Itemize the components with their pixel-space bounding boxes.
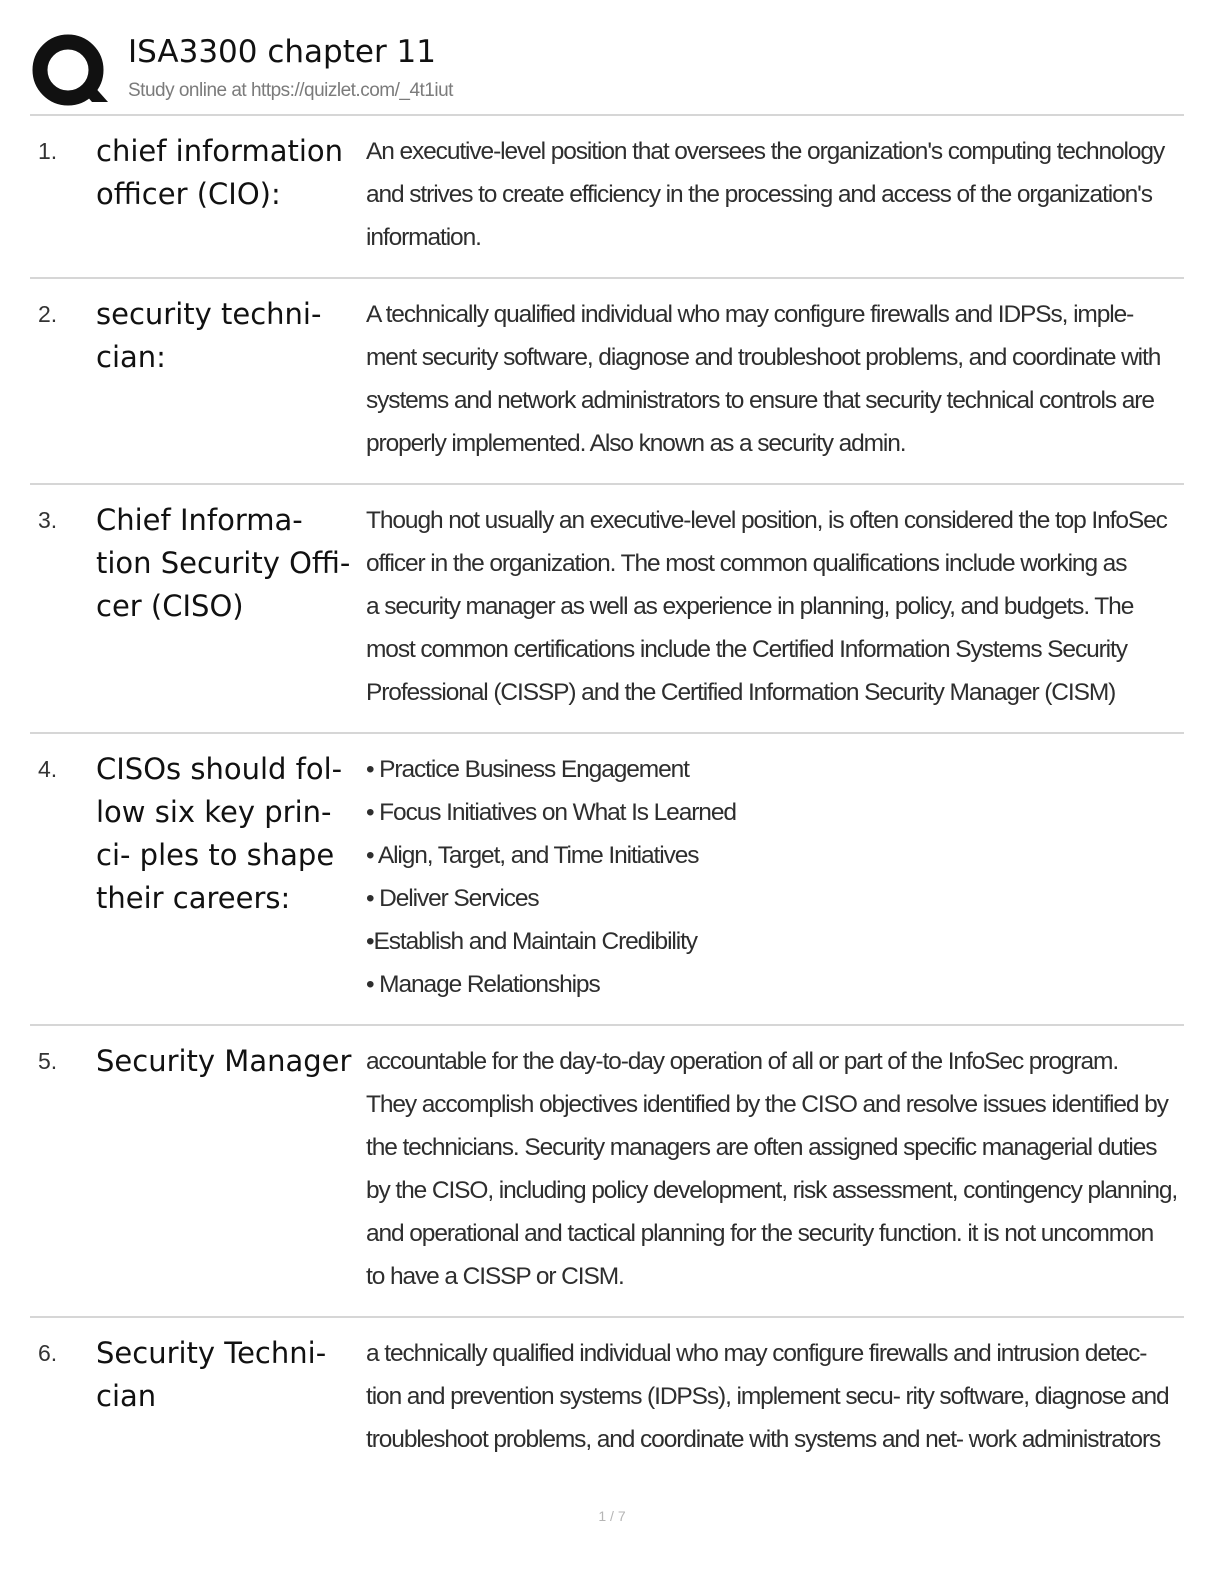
term-line: tion Security Offi-: [96, 546, 351, 580]
flashcard-item: [30, 279, 1184, 485]
card-term: [96, 748, 366, 920]
term-line: their careers:: [96, 881, 291, 915]
term-line: ci- ples to shape: [96, 838, 335, 872]
card-term: [96, 293, 366, 379]
term-line: chief information: [96, 134, 344, 168]
study-online-link[interactable]: Study online at https://quizlet.com/_4t1iut: [128, 80, 453, 101]
flashcard-row: [30, 1040, 1184, 1298]
definition-line: properly implemented. Also known as a security admin.: [366, 430, 906, 457]
definition-line: officer in the organization. The most common qualifications include working as: [366, 550, 1127, 577]
page-title: ISA3300 chapter 11: [128, 34, 436, 70]
definition-line: • Practice Business Engagement: [366, 756, 689, 783]
term-line: Security Manager: [96, 1044, 352, 1078]
definition-line: • Deliver Services: [366, 885, 539, 912]
flashcard-item: [30, 485, 1184, 734]
flashcard-row: [30, 293, 1184, 465]
definition-line: a technically qualified individual who may configure firewalls and intrusion detec-: [366, 1340, 1147, 1367]
flashcard-item: [30, 1026, 1184, 1318]
card-definition: [366, 293, 1184, 465]
page-number: 1 / 7: [598, 1508, 626, 1524]
quizlet-logo-icon: [30, 32, 110, 112]
term-line: cer (CISO): [96, 589, 244, 623]
term-line: officer (CIO):: [96, 177, 281, 211]
definition-line: ment security software, diagnose and troubleshoot problems, and coordinate with: [366, 344, 1161, 371]
definition-line: They accomplish objectives identified by the CISO and resolve issues identified by: [366, 1091, 1168, 1118]
card-definition: [366, 1040, 1184, 1298]
flashcard-list: [30, 116, 1184, 1479]
definition-line: and operational and tactical planning for the security function. it is not uncommon: [366, 1220, 1154, 1247]
card-term: [96, 1332, 366, 1418]
card-term: [96, 130, 366, 216]
definition-line: Professional (CISSP) and the Certified Information Security Manager (CISM): [366, 679, 1116, 706]
card-number: 4.: [38, 756, 58, 782]
definition-line: • Focus Initiatives on What Is Learned: [366, 799, 736, 826]
flashcard-item: [30, 1318, 1184, 1479]
card-number: 2.: [38, 301, 58, 327]
term-line: CISOs should fol-: [96, 752, 343, 786]
definition-line: systems and network administrators to ensure that security technical controls are: [366, 387, 1154, 414]
card-definition: [366, 499, 1184, 714]
definition-line: the technicians. Security managers are often assigned specific managerial duties: [366, 1134, 1157, 1161]
definition-line: most common certifications include the Certified Information Systems Security: [366, 636, 1127, 663]
page-header: [30, 30, 1184, 116]
card-number: 1.: [38, 138, 58, 164]
definition-line: and strives to create efficiency in the processing and access of the organization's: [366, 181, 1152, 208]
term-line: security techni-: [96, 297, 322, 331]
card-number: 3.: [38, 507, 58, 533]
definition-line: accountable for the day-to-day operation of all or part of the InfoSec program.: [366, 1048, 1119, 1075]
definition-line: troubleshoot problems, and coordinate with systems and net- work administrators: [366, 1426, 1161, 1453]
card-term: [96, 1040, 366, 1083]
card-number: 6.: [38, 1340, 58, 1366]
flashcard-row: [30, 748, 1184, 1006]
flashcard-row: [30, 499, 1184, 714]
definition-line: information.: [366, 224, 481, 251]
definition-line: a security manager as well as experience in planning, policy, and budgets. The: [366, 593, 1134, 620]
definition-line: by the CISO, including policy development, risk assessment, contingency planning,: [366, 1177, 1178, 1204]
card-definition: [366, 130, 1184, 259]
flashcard-row: [30, 1332, 1184, 1461]
term-line: Chief Informa-: [96, 503, 303, 537]
card-number: 5.: [38, 1048, 58, 1074]
definition-line: • Align, Target, and Time Initiatives: [366, 842, 699, 869]
term-line: low six key prin-: [96, 795, 332, 829]
flashcard-item: [30, 116, 1184, 279]
flashcard-row: [30, 130, 1184, 259]
term-line: cian: [96, 1379, 157, 1413]
definition-line: Though not usually an executive-level position, is often considered the top InfoSec: [366, 507, 1167, 534]
definition-line: tion and prevention systems (IDPSs), implement secu- rity software, diagnose and: [366, 1383, 1169, 1410]
definition-line: • Manage Relationships: [366, 971, 600, 998]
card-definition: [366, 1332, 1184, 1461]
card-term: [96, 499, 366, 628]
definition-line: •Establish and Maintain Credibility: [366, 928, 697, 955]
definition-line: to have a CISSP or CISM.: [366, 1263, 624, 1290]
term-line: cian:: [96, 340, 166, 374]
definition-line: An executive-level position that oversees the organization's computing technology: [366, 138, 1165, 165]
card-definition: [366, 748, 1184, 1006]
term-line: Security Techni-: [96, 1336, 327, 1370]
flashcard-item: [30, 734, 1184, 1026]
definition-line: A technically qualified individual who may configure firewalls and IDPSs, imple-: [366, 301, 1134, 328]
